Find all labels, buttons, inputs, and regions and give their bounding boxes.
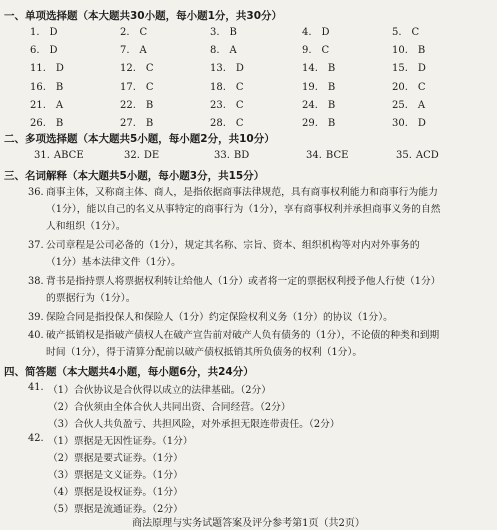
answer-letter: C [145, 82, 154, 93]
question-number: 9. [302, 45, 312, 56]
answer-cell [210, 63, 244, 74]
short-answer-42-item: （4）票据是设权证券。（1分） [48, 487, 183, 498]
answer-letters: ACD [415, 150, 439, 161]
term-answer-39: 39. 保险合同是指投保人和保险人（1分）约定保险权利义务（1分）的协议（1分）。 [28, 312, 393, 323]
answer-letter: A [229, 45, 237, 56]
answer-cell [392, 118, 426, 129]
question-number: 25. [392, 100, 408, 111]
single-choice-row [30, 82, 490, 96]
question-number: 11. [30, 63, 46, 74]
answer-cell [302, 27, 330, 38]
page-footer: 商法原理与实务试题答案及评分参考第1页（共2页） [132, 518, 365, 529]
term-answer-38: 38. 背书是指持票人将票据权利转让给他人（1分）或者将一定的票据权利授予他人行使（1分） 的票据行为（1分）。 [28, 276, 441, 304]
answer-letter: B [327, 82, 336, 93]
single-choice-row [30, 63, 490, 77]
answer-letter: D [321, 27, 330, 38]
question-number: 34. [306, 150, 322, 161]
section-note: （本大题共5小题，每小题3分，共15分） [67, 170, 265, 182]
short-answer-41-item: （2）合伙须由全体合伙人共同出资、合同经营。（2分） [48, 402, 291, 413]
short-answer-42-item: （1）票据是无因性证券。（1分） [48, 436, 193, 447]
answer-letter: C [235, 100, 244, 111]
question-number: 24. [302, 100, 318, 111]
answer-cell [392, 82, 426, 93]
section-terms-heading [4, 168, 264, 183]
answer-cell [392, 100, 425, 111]
answer-letter: C [145, 63, 154, 74]
answer-cell [120, 63, 154, 74]
answer-letter: D [417, 118, 426, 129]
answer-cell [30, 45, 58, 56]
question-number: 2. [120, 27, 130, 38]
term-answer-40: 40. 破产抵销权是指破产债权人在破产宣告前对破产人负有债务的（1分），不论债的种类和到期 时间（1分），得于清算分配前以破产债权抵销其所负债务的权利（1分）。 [28, 330, 440, 358]
answer-letter: A [417, 100, 426, 111]
short-answer-42-item: （3）票据是文义证券。（1分） [48, 470, 183, 481]
question-number: 10. [392, 45, 408, 56]
answer-cell [120, 45, 147, 56]
answer-letter: D [49, 45, 58, 56]
answer-cell [30, 27, 58, 38]
answer-letters: BD [233, 150, 250, 161]
answer-cell [34, 150, 84, 161]
answer-cell [302, 82, 335, 93]
single-choice-row [30, 27, 490, 41]
question-number: 13. [210, 63, 226, 74]
single-choice-row [30, 45, 490, 59]
answer-letter: B [327, 118, 336, 129]
answer-cell [396, 150, 439, 161]
answer-cell [302, 100, 335, 111]
answer-letter: C [235, 118, 244, 129]
answer-letter: D [49, 27, 58, 38]
question-number: 26. [30, 118, 46, 129]
answer-cell [392, 63, 426, 74]
question-number: 17. [120, 82, 136, 93]
answer-cell [30, 118, 63, 129]
question-number: 35. [396, 150, 412, 161]
section-title: 一、单项选择题 [4, 10, 78, 22]
question-number: 8. [210, 45, 220, 56]
answer-letter: A [139, 45, 147, 56]
answer-letter: B [417, 45, 426, 56]
question-number: 3. [210, 27, 220, 38]
single-choice-row [30, 118, 490, 132]
answer-letter: B [55, 118, 64, 129]
question-number: 7. [120, 45, 130, 56]
section-single-choice-heading [4, 8, 282, 23]
term-answer-36: 36. 商事主体，又称商主体、商人，是指依据商事法律规范，具有商事权利能力和商事行为能力 （1分），能以自己的名义从事特定的商事行为（1分），享有商事权利并承担商事义务的自然 人和组织（1分）。 [28, 187, 441, 232]
answer-cell [214, 150, 249, 161]
answer-cell [210, 118, 244, 129]
answer-cell [306, 150, 348, 161]
answer-letter: B [327, 100, 336, 111]
answer-letter: C [139, 27, 148, 38]
answer-letter: C [417, 82, 426, 93]
single-choice-row [30, 100, 490, 114]
answer-cell [30, 63, 64, 74]
answer-letters: BCE [325, 150, 349, 161]
section-title: 二、多项选择题 [4, 133, 78, 145]
question-number: 21. [30, 100, 46, 111]
short-answer-41-item: （1）合伙协议是合伙得以成立的法律基础。（2分） [48, 385, 272, 396]
section-note: （本大题共30小题，每小题1分，共30分） [77, 10, 283, 22]
question-number: 20. [392, 82, 408, 93]
answer-cell [120, 100, 153, 111]
short-answer-41-item: （3）合伙人共负盈亏、共担风险，对外承担无限连带责任。（2分） [48, 419, 340, 430]
answer-letter: B [145, 100, 154, 111]
answer-letter: B [55, 82, 64, 93]
section-multi-choice-heading [4, 131, 275, 146]
question-number: 22. [120, 100, 136, 111]
answer-letter: A [55, 100, 64, 111]
question-number: 15. [392, 63, 408, 74]
answer-letter: B [145, 118, 154, 129]
question-number: 16. [30, 82, 46, 93]
question-number: 32. [124, 150, 140, 161]
answer-cell [120, 27, 147, 38]
question-number: 4. [302, 27, 312, 38]
question-number: 5. [392, 27, 402, 38]
question-number: 29. [302, 118, 318, 129]
answer-letter: D [235, 63, 244, 74]
short-answer-42-item: （5）票据是流通证券。（2分） [48, 504, 183, 515]
answer-letter: D [417, 63, 426, 74]
answer-cell [120, 82, 154, 93]
short-answer-41-number: 41. [28, 382, 44, 393]
section-title: 三、名词解释 [4, 170, 67, 182]
answer-letter: C [411, 27, 420, 38]
question-number: 23. [210, 100, 226, 111]
section-note: （本大题共5小题，每小题2分，共10分） [77, 133, 275, 145]
answer-cell [30, 100, 63, 111]
short-answer-42-number: 42. [28, 433, 44, 444]
question-number: 12. [120, 63, 136, 74]
question-number: 31. [34, 150, 50, 161]
answer-letters: ABCE [53, 150, 84, 161]
answer-cell [30, 82, 63, 93]
section-note: （本大题共4小题，每小题6分，共24分） [56, 366, 254, 378]
answer-cell [210, 27, 237, 38]
question-number: 1. [30, 27, 40, 38]
answer-cell [120, 118, 153, 129]
answer-cell [392, 45, 425, 56]
short-answer-42-item: （2）票据是要式证券。（1分） [48, 453, 183, 464]
question-number: 6. [30, 45, 40, 56]
term-answer-37: 37. 公司章程是公司必备的（1分），规定其名称、宗旨、资本、组织机构等对内对外事务的 （1分）基本法律文件（1分）。 [28, 240, 420, 268]
question-number: 33. [214, 150, 230, 161]
section-short-answer-heading [4, 364, 254, 379]
answer-cell [210, 100, 244, 111]
answer-cell [210, 82, 244, 93]
question-number: 30. [392, 118, 408, 129]
answer-cell [124, 150, 159, 161]
answer-letter: C [235, 82, 244, 93]
answer-cell [302, 63, 335, 74]
question-number: 14. [302, 63, 318, 74]
answer-cell [302, 45, 329, 56]
answer-letter: C [321, 45, 330, 56]
answer-cell [210, 45, 237, 56]
answer-letter: B [229, 27, 237, 38]
section-title: 四、简答题 [4, 366, 57, 378]
answer-letter: D [55, 63, 64, 74]
answer-letter: B [327, 63, 336, 74]
answer-cell [392, 27, 419, 38]
answer-cell [302, 118, 335, 129]
answer-letters: DE [143, 150, 160, 161]
question-number: 28. [210, 118, 226, 129]
question-number: 19. [302, 82, 318, 93]
question-number: 18. [210, 82, 226, 93]
question-number: 27. [120, 118, 136, 129]
